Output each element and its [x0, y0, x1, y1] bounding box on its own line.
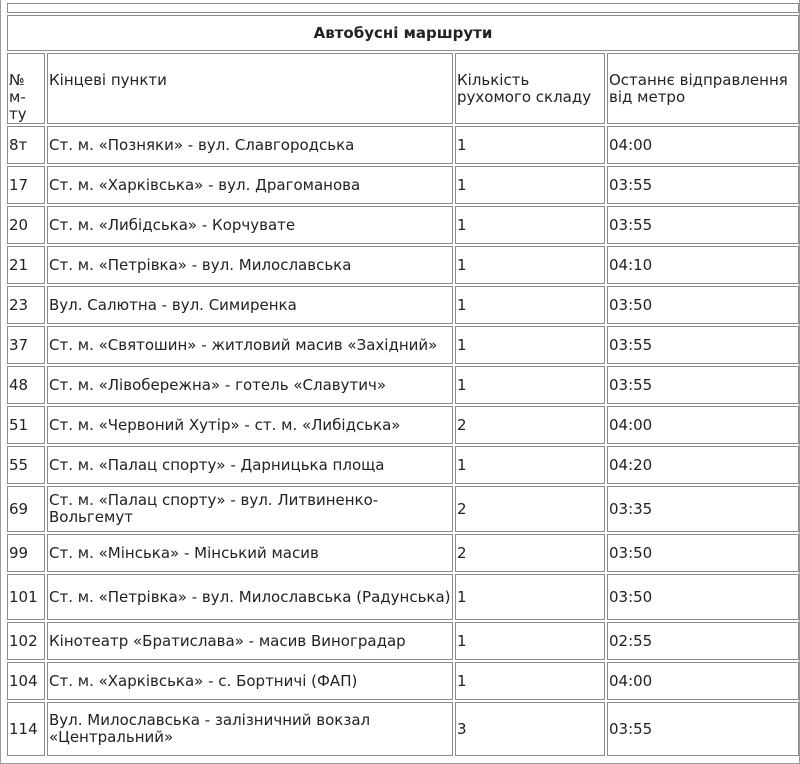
route-number-cell: 37 [7, 326, 45, 364]
table-row [7, 446, 799, 484]
header-last-departure: Останнє відправлення від метро [607, 53, 799, 124]
endpoints-cell: Кінотеатр «Братислава» - масив Виноградар [47, 622, 453, 660]
header-route-number [7, 53, 45, 124]
rolling-stock-cell: 1 [455, 366, 605, 404]
endpoints-cell: Ст. м. «Харківська» - вул. Драгоманова [47, 166, 453, 204]
table-title: Автобусні маршрути [7, 15, 799, 51]
rolling-stock-cell: 1 [455, 246, 605, 284]
endpoints-cell: Ст. м. «Позняки» - вул. Славгородська [47, 126, 453, 164]
route-number-cell: 101 [7, 574, 45, 620]
last-departure-cell: 03:35 [607, 486, 799, 532]
rolling-stock-cell: 1 [455, 126, 605, 164]
last-departure-cell: 04:00 [607, 662, 799, 700]
route-number-cell: 55 [7, 446, 45, 484]
last-departure-cell: 02:55 [607, 622, 799, 660]
route-number-cell: 69 [7, 486, 45, 532]
table-row [7, 326, 799, 364]
rolling-stock-cell: 1 [455, 206, 605, 244]
table-row [7, 486, 799, 532]
rolling-stock-cell: 2 [455, 534, 605, 572]
last-departure-cell: 04:00 [607, 406, 799, 444]
endpoints-cell: Ст. м. «Петрівка» - вул. Милославська (Радунська) [47, 574, 453, 620]
header-route-number-line1: № [9, 71, 25, 89]
route-number-cell: 8т [7, 126, 45, 164]
table-row [7, 366, 799, 404]
route-number-cell: 17 [7, 166, 45, 204]
table-row [7, 622, 799, 660]
last-departure-cell: 03:55 [607, 326, 799, 364]
route-number-cell: 21 [7, 246, 45, 284]
header-rolling-stock: Кількість рухомого складу [455, 53, 605, 124]
endpoints-cell: Ст. м. «Червоний Хутір» - ст. м. «Либідська» [47, 406, 453, 444]
table-row [7, 534, 799, 572]
last-departure-cell: 03:50 [607, 286, 799, 324]
route-number-cell: 48 [7, 366, 45, 404]
title-row [7, 15, 799, 51]
route-number-cell: 104 [7, 662, 45, 700]
route-number-cell: 23 [7, 286, 45, 324]
endpoints-cell: Ст. м. «Либідська» - Корчувате [47, 206, 453, 244]
last-departure-cell: 03:55 [607, 206, 799, 244]
table-row [7, 246, 799, 284]
rolling-stock-cell: 1 [455, 622, 605, 660]
last-departure-cell: 04:00 [607, 126, 799, 164]
last-departure-cell: 03:55 [607, 702, 799, 756]
last-departure-cell: 03:50 [607, 534, 799, 572]
rolling-stock-cell: 1 [455, 326, 605, 364]
blank-row [7, 3, 799, 13]
endpoints-cell: Ст. м. «Палац спорту» - Дарницька площа [47, 446, 453, 484]
route-number-cell: 20 [7, 206, 45, 244]
header-route-number-line2: м-ту [9, 88, 27, 123]
last-departure-cell: 04:10 [607, 246, 799, 284]
endpoints-cell: Ст. м. «Лівобережна» - готель «Славутич» [47, 366, 453, 404]
table-row [7, 702, 799, 756]
last-departure-cell: 03:55 [607, 166, 799, 204]
endpoints-cell: Ст. м. «Мінська» - Мінський масив [47, 534, 453, 572]
header-endpoints: Кінцеві пункти [47, 53, 453, 124]
table-row [7, 574, 799, 620]
rolling-stock-cell: 1 [455, 446, 605, 484]
header-row [7, 53, 799, 124]
table-row [7, 406, 799, 444]
table-row [7, 662, 799, 700]
endpoints-cell: Ст. м. «Палац спорту» - вул. Литвиненко-Вольгемут [47, 486, 453, 532]
endpoints-cell: Вул. Милославська - залізничний вокзал «Центральний» [47, 702, 453, 756]
route-number-cell: 99 [7, 534, 45, 572]
last-departure-cell: 03:55 [607, 366, 799, 404]
endpoints-cell: Ст. м. «Святошин» - житловий масив «Західний» [47, 326, 453, 364]
endpoints-cell: Ст. м. «Петрівка» - вул. Милославська [47, 246, 453, 284]
table-row [7, 286, 799, 324]
table-row [7, 166, 799, 204]
route-number-cell: 114 [7, 702, 45, 756]
table-row [7, 126, 799, 164]
rolling-stock-cell: 1 [455, 166, 605, 204]
rolling-stock-cell: 1 [455, 662, 605, 700]
endpoints-cell: Ст. м. «Харківська» - с. Бортничі (ФАП) [47, 662, 453, 700]
rolling-stock-cell: 2 [455, 486, 605, 532]
route-number-cell: 102 [7, 622, 45, 660]
route-number-cell: 51 [7, 406, 45, 444]
blank-cell [7, 3, 799, 13]
rolling-stock-cell: 2 [455, 406, 605, 444]
table-row [7, 206, 799, 244]
rolling-stock-cell: 1 [455, 286, 605, 324]
endpoints-cell: Вул. Салютна - вул. Симиренка [47, 286, 453, 324]
last-departure-cell: 03:50 [607, 574, 799, 620]
last-departure-cell: 04:20 [607, 446, 799, 484]
rolling-stock-cell: 1 [455, 574, 605, 620]
bus-routes-table [5, 1, 800, 758]
rolling-stock-cell: 3 [455, 702, 605, 756]
